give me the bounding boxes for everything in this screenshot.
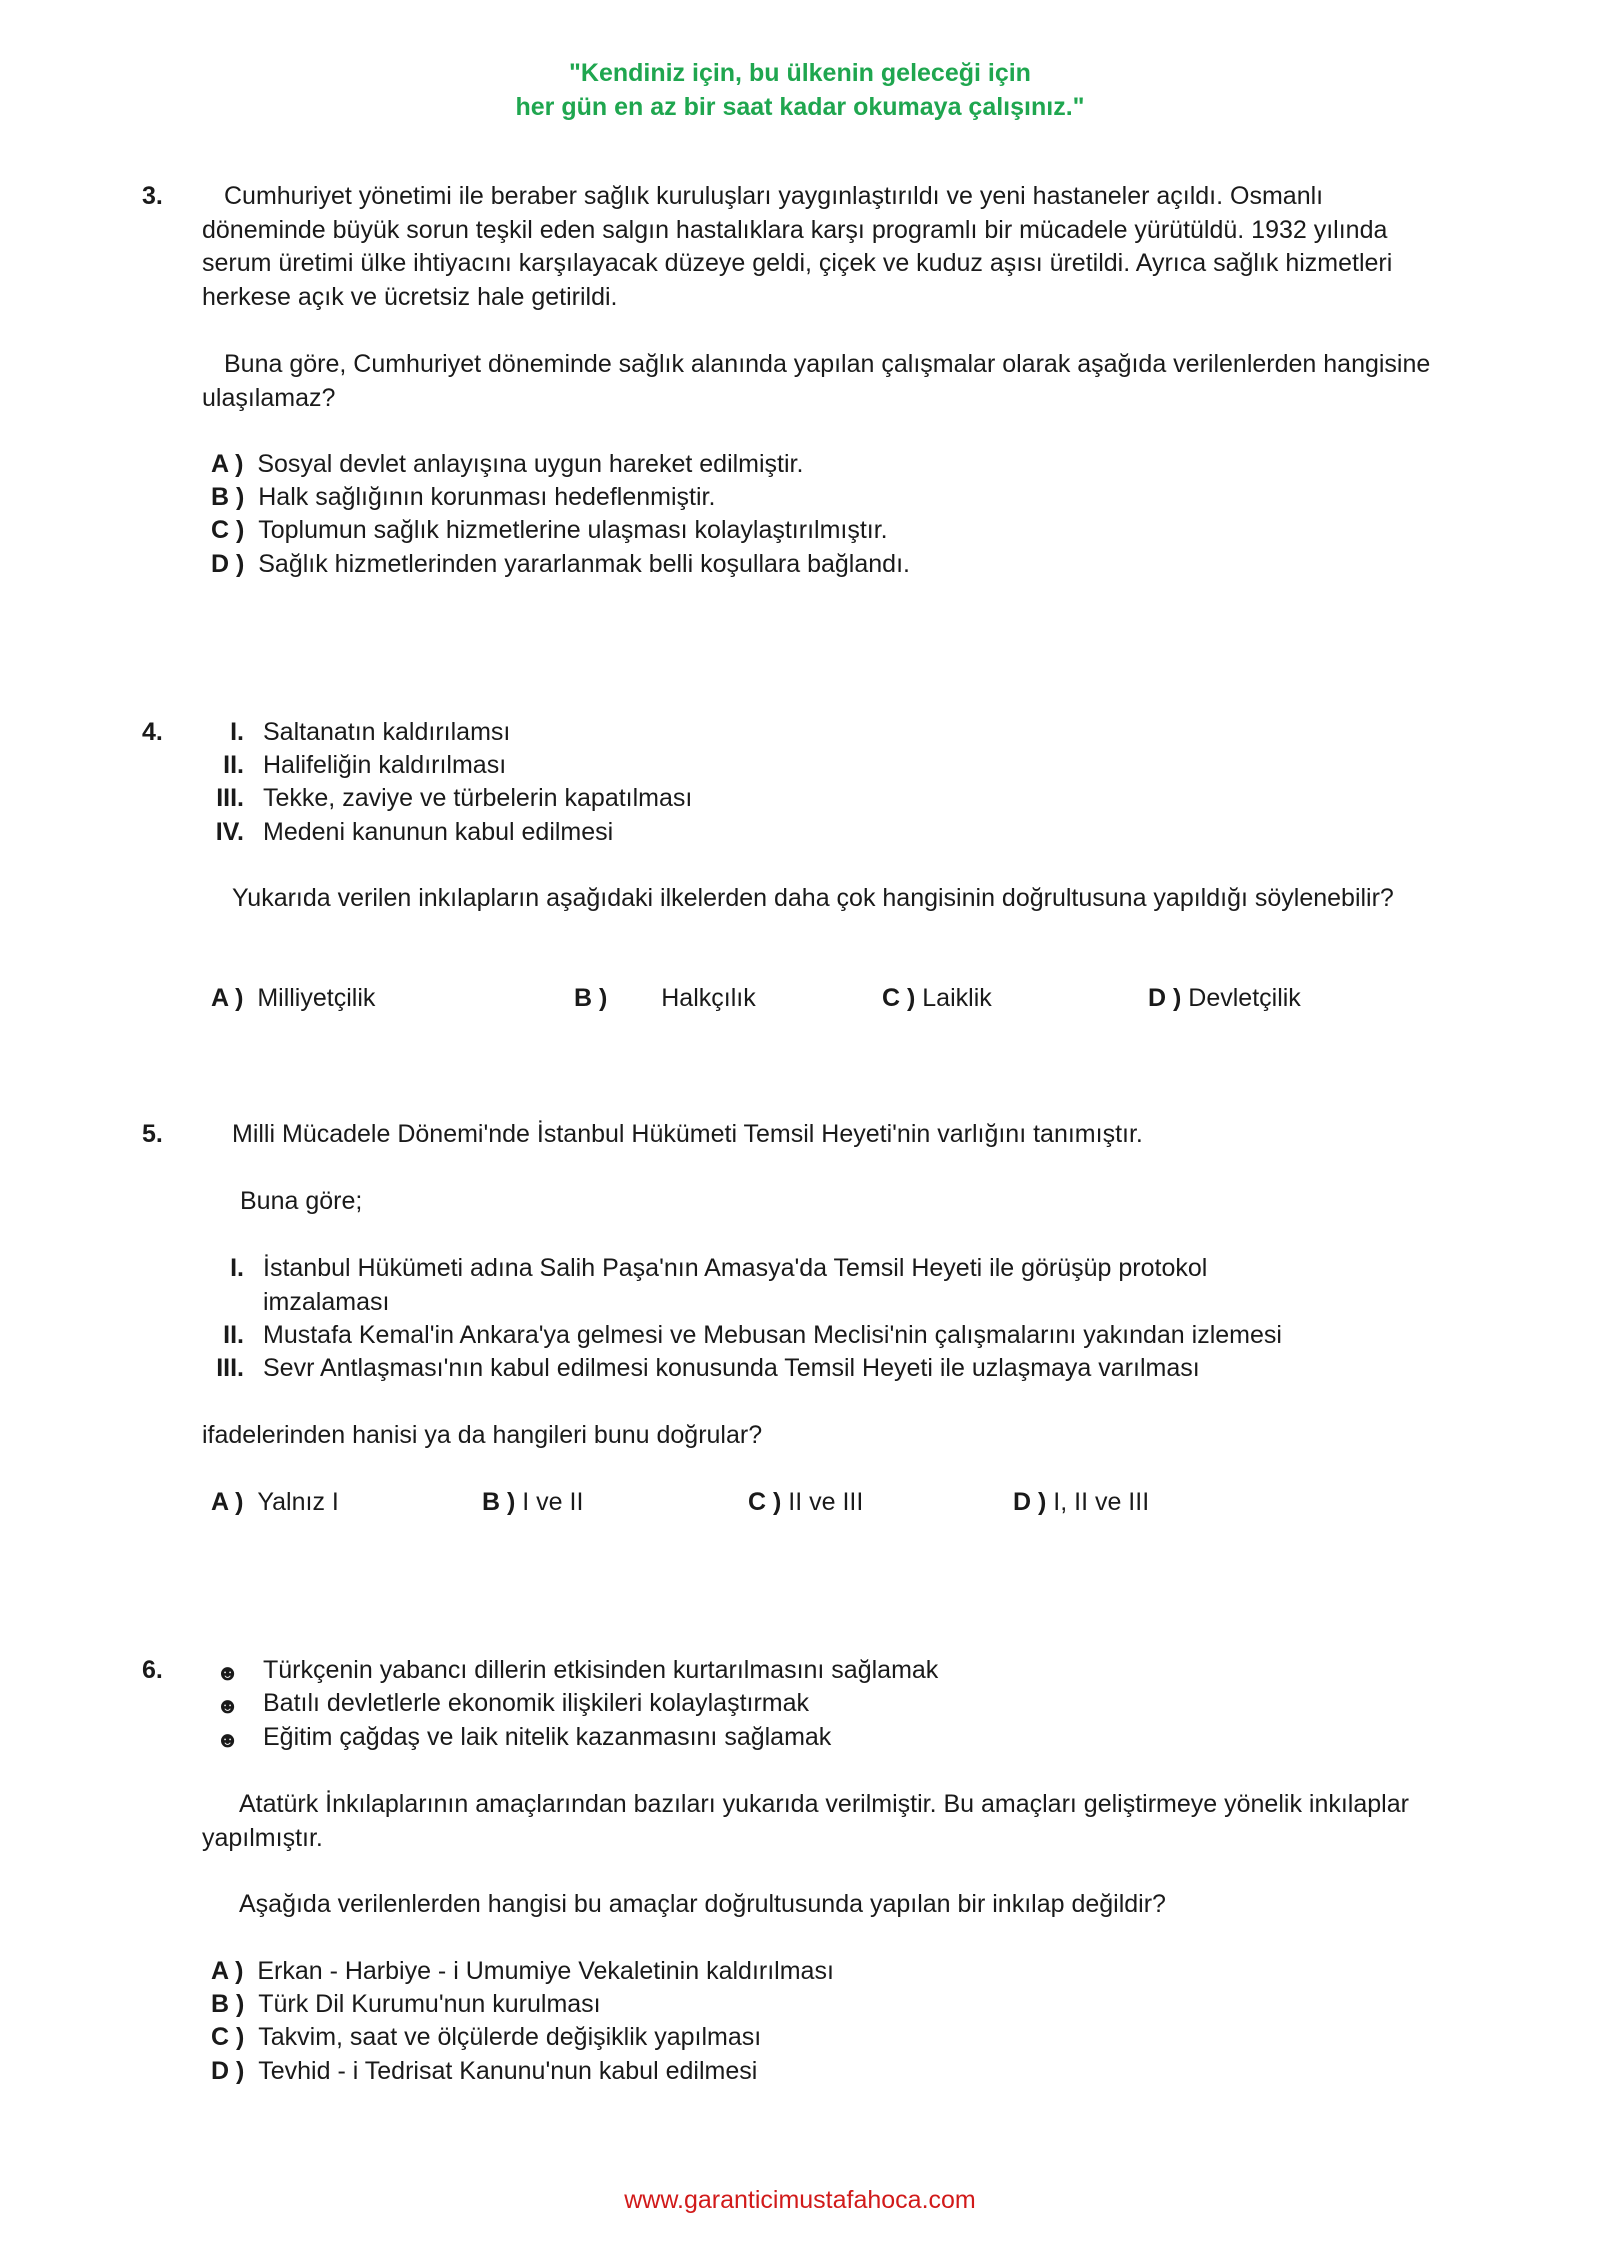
- item-5-i-text: İstanbul Hükümeti adına Salih Paşa'nın Amasya'da Temsil Heyeti ile görüşüp protokol imzalaması: [263, 1254, 1208, 1316]
- item-5-ii-numeral: II.: [223, 1321, 244, 1349]
- question-5-intro: Buna göre;: [240, 1187, 363, 1215]
- question-3-text: Cumhuriyet yönetimi ile beraber sağlık kuruluşları yaygınlaştırıldı ve yeni hastaneler açıldı. Osmanlı döneminde büyük sorun teşkil eden salgın hastalıklara karşı programlı bir mücadele yürütüldü. 1932 yılında serum üretimi ülke ihtiyacını karşılayacak düzeye geldi, çiçek ve kuduz aşısı üretildi. Ayrıca sağlık hizmetleri herkese açık ve ücretsiz hale getirildi.: [202, 182, 1393, 311]
- option-4b-text: Halkçılık: [661, 984, 756, 1012]
- option-6c[interactable]: [211, 2021, 761, 2055]
- option-6c-letter: C ): [211, 2023, 245, 2051]
- option-5d-text: I, II ve III: [1053, 1488, 1150, 1516]
- option-4b-letter: B ): [574, 984, 608, 1012]
- question-4-number: 4.: [142, 718, 163, 746]
- option-5c-text: II ve III: [788, 1488, 864, 1516]
- item-5-i-numeral: I.: [230, 1254, 244, 1282]
- option-5d-letter: D ): [1013, 1488, 1047, 1516]
- option-5c[interactable]: [748, 1486, 863, 1520]
- footer-url-text[interactable]: www.garanticimustafahoca.com: [624, 2186, 976, 2214]
- option-5b-letter: B ): [482, 1488, 516, 1516]
- option-5c-letter: C ): [748, 1488, 782, 1516]
- option-4c-letter: C ): [882, 984, 916, 1012]
- question-5-statement: Milli Mücadele Dönemi'nde İstanbul Hükümeti Temsil Heyeti'nin varlığını tanımıştır.: [232, 1120, 1143, 1148]
- option-4a-text: Milliyetçilik: [257, 984, 376, 1012]
- option-5a-letter: A ): [211, 1488, 244, 1516]
- option-4b[interactable]: [574, 982, 756, 1016]
- option-3d[interactable]: [211, 548, 910, 582]
- option-3c[interactable]: [211, 514, 888, 548]
- option-3c-text: Toplumun sağlık hizmetlerine ulaşması kolaylaştırılmıştır.: [258, 516, 888, 544]
- option-4d-text: Devletçilik: [1188, 984, 1301, 1012]
- header-quote: [0, 56, 1600, 124]
- option-6d-letter: D ): [211, 2057, 245, 2085]
- option-5b-text: I ve II: [522, 1488, 584, 1516]
- question-6-prompt: Aşağıda verilenlerden hangisi bu amaçlar doğrultusunda yapılan bir inkılap değildir?: [239, 1890, 1166, 1918]
- option-5b[interactable]: [482, 1486, 583, 1520]
- option-3c-letter: C ): [211, 516, 245, 544]
- item-4-ii-numeral: II.: [223, 751, 244, 779]
- option-3a-text: Sosyal devlet anlayışına uygun hareket edilmiştir.: [257, 450, 804, 478]
- option-5d[interactable]: [1013, 1486, 1149, 1520]
- item-4-i-numeral: I.: [230, 718, 244, 746]
- option-6a[interactable]: [211, 1955, 834, 1989]
- item-4-i-text: Saltanatın kaldırılamsı: [263, 718, 511, 746]
- item-5-ii-text: Mustafa Kemal'in Ankara'ya gelmesi ve Mebusan Meclisi'nin çalışmalarını yakından izlemesi: [263, 1321, 1282, 1349]
- item-4-iv-text: Medeni kanunun kabul edilmesi: [263, 818, 614, 846]
- option-6a-text: Erkan - Harbiye - i Umumiye Vekaletinin kaldırılması: [257, 1957, 834, 1985]
- item-6-3-text: Eğitim çağdaş ve laik nitelik kazanmasını sağlamak: [263, 1723, 832, 1751]
- smiley-bullet-icon: ☻: [216, 1660, 240, 1685]
- question-6-number: 6.: [142, 1656, 163, 1684]
- smiley-bullet-icon: ☻: [216, 1727, 240, 1752]
- option-3a[interactable]: [211, 448, 803, 482]
- question-3-prompt: Buna göre, Cumhuriyet döneminde sağlık alanında yapılan çalışmalar olarak aşağıda verilenlerden hangisine ulaşılamaz?: [202, 350, 1431, 412]
- option-4a[interactable]: [211, 982, 375, 1016]
- option-4a-letter: A ): [211, 984, 244, 1012]
- question-5-number: 5.: [142, 1120, 163, 1148]
- item-5-iii-numeral: III.: [216, 1354, 244, 1382]
- option-3d-letter: D ): [211, 550, 245, 578]
- smiley-bullet-icon: ☻: [216, 1693, 240, 1718]
- item-6-2-text: Batılı devletlerle ekonomik ilişkileri kolaylaştırmak: [263, 1689, 810, 1717]
- item-5-iii-text: Sevr Antlaşması'nın kabul edilmesi konusunda Temsil Heyeti ile uzlaşmaya varılması: [263, 1354, 1200, 1382]
- option-6d[interactable]: [211, 2055, 757, 2089]
- option-5a[interactable]: [211, 1486, 339, 1520]
- option-5a-text: Yalnız I: [257, 1488, 339, 1516]
- option-3b[interactable]: [211, 481, 715, 515]
- question-4-prompt: Yukarıda verilen inkılapların aşağıdaki ilkelerden daha çok hangisinin doğrultusuna yapıldığı söylenebilir?: [232, 884, 1394, 912]
- option-3a-letter: A ): [211, 450, 244, 478]
- option-6a-letter: A ): [211, 1957, 244, 1985]
- item-4-iv-numeral: IV.: [215, 818, 244, 846]
- question-5-prompt: ifadelerinden hanisi ya da hangileri bunu doğrular?: [202, 1421, 763, 1449]
- header-quote-line-2: her gün en az bir saat kadar okumaya çalışınız.": [515, 93, 1085, 121]
- option-6b[interactable]: [211, 1988, 601, 2022]
- option-6b-letter: B ): [211, 1990, 245, 2018]
- option-3b-letter: B ): [211, 483, 245, 511]
- option-6d-text: Tevhid - i Tedrisat Kanunu'nun kabul edilmesi: [258, 2057, 758, 2085]
- option-4c[interactable]: [882, 982, 992, 1016]
- option-3b-text: Halk sağlığının korunması hedeflenmiştir.: [258, 483, 716, 511]
- item-4-iii-numeral: III.: [216, 784, 244, 812]
- header-quote-line-1: "Kendiniz için, bu ülkenin geleceği için: [569, 59, 1031, 87]
- option-4c-text: Laiklik: [922, 984, 992, 1012]
- option-6b-text: Türk Dil Kurumu'nun kurulması: [258, 1990, 601, 2018]
- question-3-number: 3.: [142, 182, 163, 210]
- option-4d[interactable]: [1148, 982, 1301, 1016]
- question-6-text: Atatürk İnkılaplarının amaçlarından bazıları yukarıda verilmiştir. Bu amaçları geliştirmeye yönelik inkılaplar yapılmıştır.: [202, 1790, 1409, 1852]
- option-3d-text: Sağlık hizmetlerinden yararlanmak belli koşullara bağlandı.: [258, 550, 910, 578]
- item-4-ii-text: Halifeliğin kaldırılması: [263, 751, 507, 779]
- option-4d-letter: D ): [1148, 984, 1182, 1012]
- footer-url[interactable]: [0, 2186, 1600, 2215]
- option-6c-text: Takvim, saat ve ölçülerde değişiklik yapılması: [258, 2023, 762, 2051]
- item-4-iii-text: Tekke, zaviye ve türbelerin kapatılması: [263, 784, 693, 812]
- item-6-1-text: Türkçenin yabancı dillerin etkisinden kurtarılmasını sağlamak: [263, 1656, 939, 1684]
